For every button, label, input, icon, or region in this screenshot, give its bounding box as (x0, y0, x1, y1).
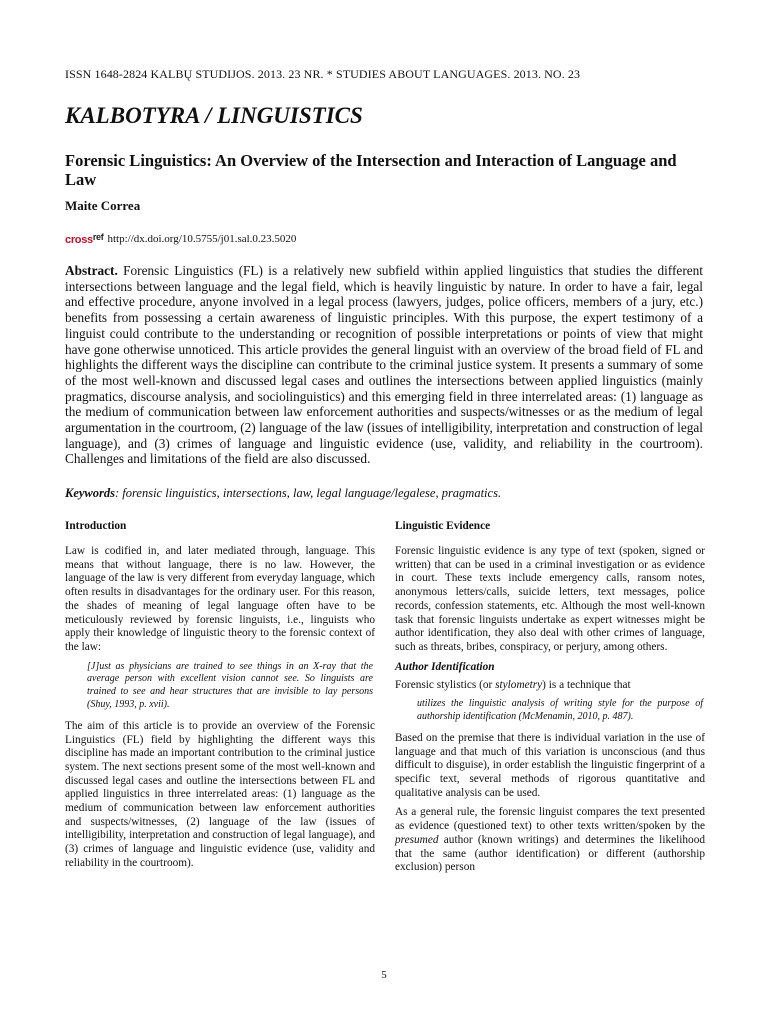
abstract (65, 263, 703, 467)
author-name: Maite Correa (65, 198, 141, 213)
abstract-text: Forensic Linguistics (FL) is a relatively new subfield within applied linguistics that studies the different intersections between language and the legal field, which is heavily linguistic by nature. In order to have a fair, legal and effective procedure, anyone involved in a legal process (lawyers, judges, police officers, members of a jury, etc.) benefits from possessing a certain awareness of linguistic principles. With this purpose, the expert testimony of a linguist could contribute to the understanding or recognition of possible interpretations or points of view that might have gone otherwise unnoticed. This article provides the general linguist with an overview of the broad field of FL and highlights the different ways the discipline can contribute to the criminal justice system. It presents a summary of some of the most well-known and discussed legal cases and outlines the intersections between applied linguistics (mainly pragmatics, discourse analysis, and sociolinguistics) and this emerging field in three interrelated areas: (1) language as the medium of communication between law enforcement authorities and suspects/witnesses or as the medium of legal argumentation in the courtroom, (2) language of the law (issues of intelligibility, interpretation and construction of legal language), and (3) crimes of language and linguistic evidence (use, validity, and reliability in the courtroom). Challenges and limitations of the field are also discussed. (65, 263, 703, 467)
journal-header: ISSN 1648-2824 KALBŲ STUDIJOS. 2013. 23 NR. * STUDIES ABOUT LANGUAGES. 2013. NO. 23 (65, 67, 581, 81)
variation-paragraph: Based on the premise that there is individual variation in the use of language and that much of this variation is unconscious (and thus difficult to disguise), in order establish the linguistic fingerprint of a specific text, several methods of rigorous quantitative and qualitative analysis can be used. (395, 731, 705, 799)
introduction-heading: Introduction (65, 520, 127, 532)
shuy-quote: [J]ust as physicians are trained to see things in an X-ray that the average person with excellent vision cannot see. So linguists are trained to see and hear structures that are invisible to lay persons (Shuy, 1993, p. xvii). (87, 660, 373, 711)
linguistic-evidence-heading: Linguistic Evidence (395, 520, 491, 532)
left-column (65, 520, 375, 877)
article-title: Forensic Linguistics: An Overview of the Intersection and Interaction of Language and Law (65, 151, 677, 189)
abstract-label: Abstract. (65, 263, 118, 278)
author-identification-heading: Author Identification (395, 660, 495, 673)
comparison-paragraph: As a general rule, the forensic linguist compares the text presented as evidence (questioned text) to other texts written/spoken by the presumed author (known writings) and determines the likelihood that the same (author identification) or different (authorship exclusion) person (395, 806, 705, 874)
crossref-logo-icon: cross$^{ref}$ (65, 232, 104, 246)
introduction-paragraph-2: The aim of this article is to provide an overview of the Forensic Linguistics (FL) field by highlighting the different ways this discipline has made an important contribution to the criminal justice system. The next sections present some of the most well-known and discussed legal cases and outline the intersections between FL and applied linguistics in three interrelated areas: (1) language as the medium of communication between law enforcement authorities and suspects/witnesses, (2) language of the law (issues of intelligibility, interpretation and construction of legal language), and (3) crimes of language and linguistic evidence (use, validity and reliability in the courtroom). (65, 719, 375, 869)
keywords-label: Keywords (65, 486, 115, 500)
mcmenamin-quote: utilizes the linguistic analysis of writing style for the purpose of authorship identification (McMenamin, 2010, p. 487). (417, 698, 703, 723)
page-number: 5 (381, 969, 387, 981)
right-column (395, 520, 705, 881)
doi-link[interactable]: http://dx.doi.org/10.5755/j01.sal.0.23.5020 (107, 233, 297, 245)
section-title: KALBOTYRA / LINGUISTICS (65, 103, 363, 128)
introduction-paragraph-1: Law is codified in, and later mediated through, language. This means that without language, there is no law. However, the language of the law is very different from everyday language, which often results in disadvantages for the ordinary user. For this reason, the shades of meaning of legal language often have to be meticulously reviewed by forensic linguists, i.e., linguists who apply their knowledge of linguistic theory to the forensic context of the law: (65, 545, 375, 653)
stylometry-paragraph: Forensic stylistics (or stylometry) is a technique that (395, 678, 631, 691)
keywords (65, 486, 705, 501)
linguistic-evidence-paragraph: Forensic linguistic evidence is any type of text (spoken, signed or written) that can be used in a criminal investigation or as evidence in court. These texts include emergency calls, ransom notes, anonymous letters/calls, suicide letters, text messages, police records, confession statements, etc. Although the most well-known task that forensic linguists undertake as expert witnesses might be author identification, they also deal with other crimes of language, such as threats, bribes, conspiracy, or perjury, among others. (395, 545, 705, 653)
doi-line (65, 232, 296, 246)
keywords-text: : forensic linguistics, intersections, law, legal language/legalese, pragmatics. (115, 486, 502, 500)
